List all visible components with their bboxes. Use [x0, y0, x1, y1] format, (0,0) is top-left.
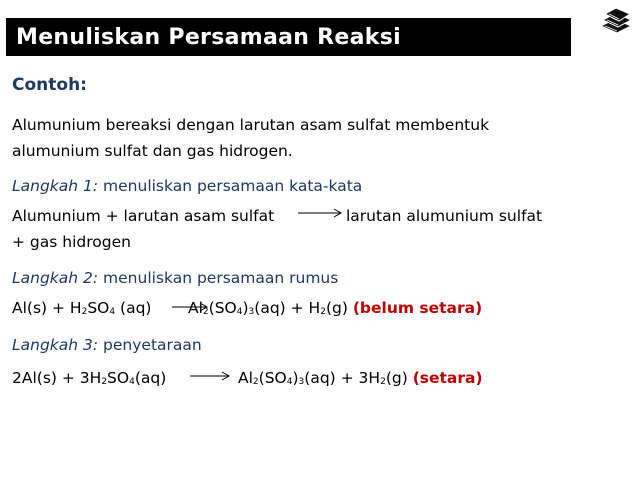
subscript: 2: [101, 377, 108, 387]
intro-line-2: alumunium sulfat dan gas hidrogen.: [12, 142, 293, 160]
subscript: 2: [252, 377, 259, 387]
step-3-text: penyetaraan: [98, 336, 202, 354]
books-stack-icon: [599, 6, 633, 36]
subscript: 2: [320, 307, 326, 317]
step-1-label: Langkah 1:: [12, 177, 99, 195]
example-heading: Contoh:: [12, 75, 87, 95]
subscript: 2: [81, 307, 88, 317]
subscript: 4: [286, 377, 293, 387]
intro-line-1: Alumunium bereaksi dengan larutan asam sulfat membentuk: [12, 116, 490, 134]
subscript: 4: [236, 307, 243, 317]
eq-text: SO: [107, 369, 130, 387]
status-unbalanced: (belum setara): [352, 299, 483, 317]
step-3-label: Langkah 3:: [12, 336, 99, 354]
eq-text: (g): [385, 369, 413, 387]
step-1-reactants: Alumunium + larutan asam sulfat: [12, 207, 275, 225]
eq-text: SO: [87, 299, 110, 317]
step-1-text: menuliskan persamaan kata-kata: [98, 177, 363, 195]
step-3-products: [238, 368, 483, 392]
eq-text: Al: [238, 369, 253, 387]
subscript: 4: [109, 307, 116, 317]
subscript: 2: [380, 377, 386, 387]
step-2-text: menuliskan persamaan rumus: [98, 269, 339, 287]
eq-text: (aq): [115, 299, 152, 317]
subscript: 3: [298, 377, 305, 387]
eq-text: (SO: [258, 369, 287, 387]
step-1-products-cont: + gas hidrogen: [12, 233, 131, 251]
eq-text: (aq) + 3H: [304, 369, 381, 387]
eq-text: (aq) + H: [254, 299, 321, 317]
eq-text: Al(s) + H: [12, 299, 82, 317]
status-balanced: (setara): [412, 369, 483, 387]
step-2-products: [188, 298, 482, 322]
page-title: Menuliskan Persamaan Reaksi: [16, 25, 401, 50]
step-2-heading: [12, 268, 338, 288]
step-1-products: larutan alumunium sulfat: [346, 207, 543, 225]
eq-text: (SO: [208, 299, 237, 317]
step-2-label: Langkah 2:: [12, 269, 99, 287]
subscript: 2: [202, 307, 209, 317]
step-3-reactants: [12, 368, 166, 392]
step-2-reactants: [12, 298, 151, 322]
eq-text: Al: [188, 299, 203, 317]
eq-text: (g): [325, 299, 353, 317]
eq-text: 2Al(s) + 3H: [12, 369, 102, 387]
step-3-heading: [12, 335, 202, 355]
eq-text: (aq): [134, 369, 167, 387]
reaction-arrow: [190, 371, 232, 381]
subscript: 4: [129, 377, 135, 387]
step-1-heading: [12, 176, 362, 196]
title-bar: [6, 18, 571, 56]
subscript: 3: [248, 307, 255, 317]
reaction-arrow: [298, 208, 344, 218]
eq-text: ): [292, 369, 299, 387]
eq-text: ): [242, 299, 249, 317]
